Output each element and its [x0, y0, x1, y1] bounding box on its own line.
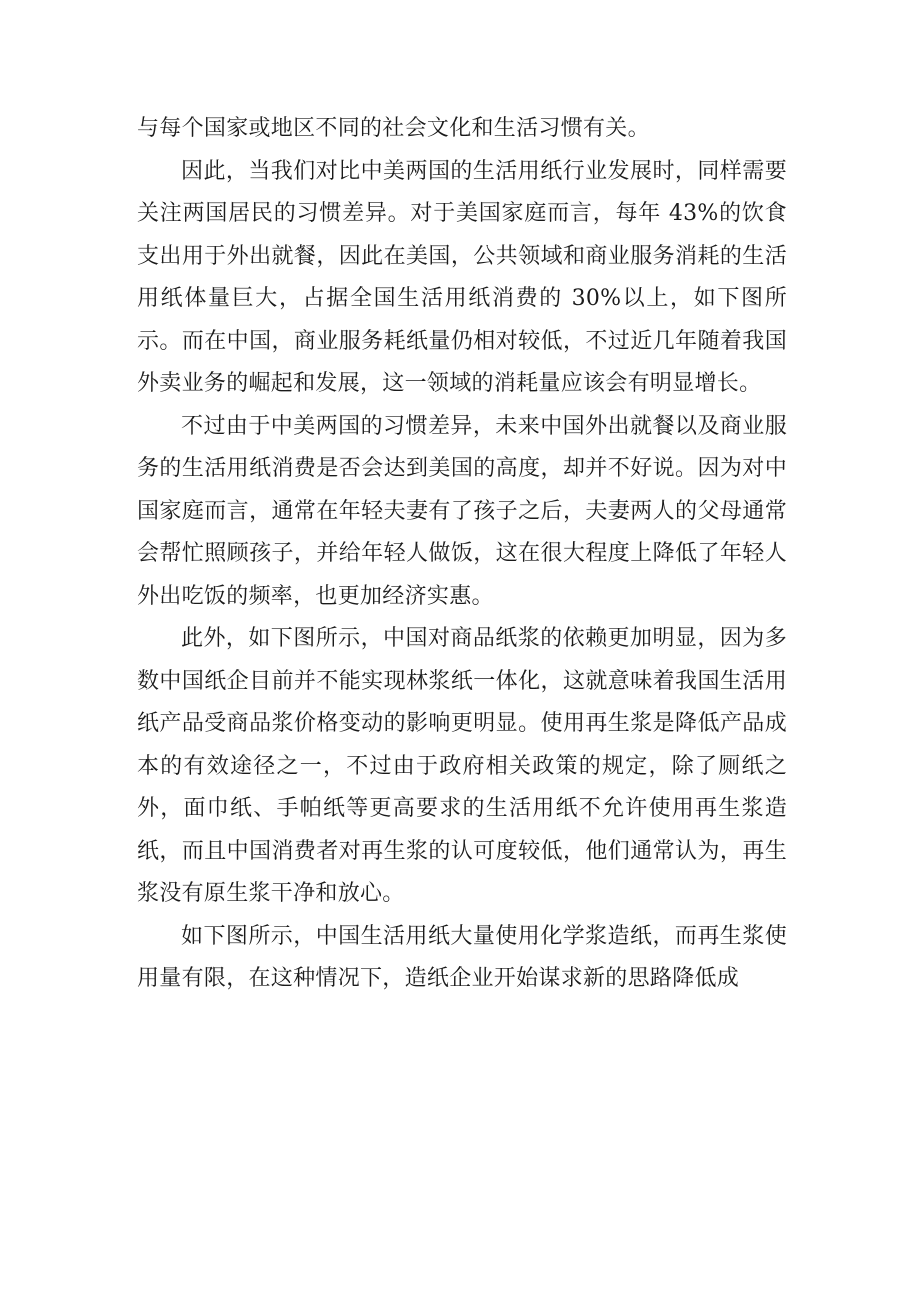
document-body [137, 108, 787, 1001]
paragraph-4: 此外，如下图所示，中国对商品纸浆的依赖更加明显，因为多数中国纸企目前并不能实现林浆纸一体化，这就意味着我国生活用纸产品受商品浆价格变动的影响更明显。使用再生浆是降低产品成本的有效途径之一，不过由于政府相关政策的规定，除了厕纸之外，面巾纸、手帕纸等更高要求的生活用纸不允许使用再生浆造纸，而且中国消费者对再生浆的认可度较低，他们通常认为，再生浆没有原生浆干净和放心。 [137, 626, 787, 906]
paragraph-3: 不过由于中美两国的习惯差异，未来中国外出就餐以及商业服务的生活用纸消费是否会达到美国的高度，却并不好说。因为对中国家庭而言，通常在年轻夫妻有了孩子之后，夫妻两人的父母通常会帮忙照顾孩子，并给年轻人做饭，这在很大程度上降低了年轻人外出吃饭的频率，也更加经济实惠。 [137, 413, 787, 609]
paragraph-1: 与每个国家或地区不同的社会文化和生活习惯有关。 [137, 116, 650, 141]
paragraph-5: 如下图所示，中国生活用纸大量使用化学浆造纸，而再生浆使用量有限，在这种情况下，造纸企业开始谋求新的思路降低成 [137, 923, 787, 991]
paragraph-2: 因此，当我们对比中美两国的生活用纸行业发展时，同样需要关注两国居民的习惯差异。对于美国家庭而言，每年 43%的饮食支出用于外出就餐，因此在美国，公共领域和商业服务消耗的生活用纸体量巨大，占据全国生活用纸消费的 30%以上，如下图所示。而在中国，商业服务耗纸量仍相对较低，不过近几年随着我国外卖业务的崛起和发展，这一领域的消耗量应该会有明显增长。 [137, 158, 787, 396]
